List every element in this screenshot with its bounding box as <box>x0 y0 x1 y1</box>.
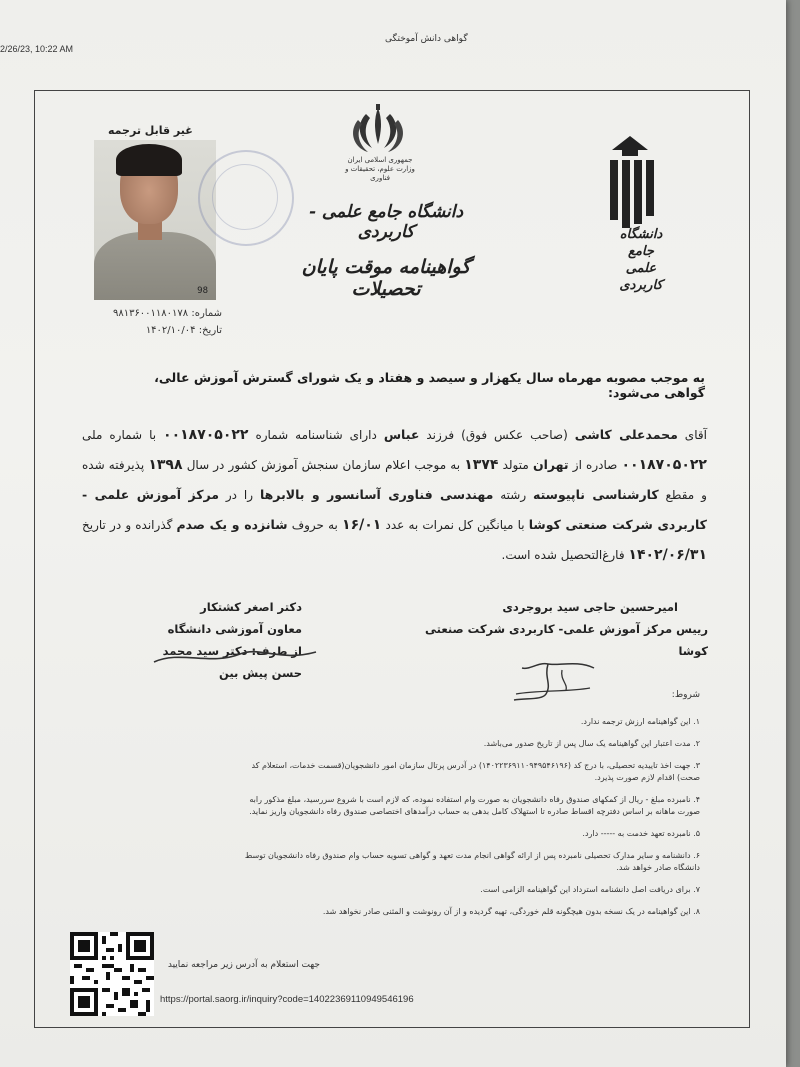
certificate-date-value: ۱۴۰۲/۱۰/۰۴ <box>145 325 196 336</box>
certificate-number-value: ۹۸۱۳۶۰۰۱۱۸۰۱۷۸ <box>112 308 189 319</box>
term-item: ۶. دانشنامه و سایر مدارک تحصیلی نامبرده پس از ارائه گواهی انجام مدت تعهد و گواهی تسویه حساب وام صندوق رفاه دانشجویان توسط دانشگاه صادر خواهد شد. <box>244 851 700 872</box>
gpa-words: شانزده و یک صدم <box>176 517 288 532</box>
inquiry-label: جهت استعلام به آدرس زیر مراجعه نمایید <box>167 960 320 970</box>
handwritten-signature-right <box>508 650 598 706</box>
national-id: ۰۰۱۸۷۰۵۰۲۲ <box>621 457 707 473</box>
father-name: عباس <box>383 427 420 442</box>
id-number: ۰۰۱۸۷۰۵۰۲۲ <box>163 427 249 443</box>
degree: کارشناسی ناپیوسته <box>533 487 659 502</box>
print-header <box>0 34 786 54</box>
gpa-number: ۱۶/۰۱ <box>342 517 382 533</box>
education-center: مرکز آموزش علمی - کاربردی شرکت صنعتی کوشا <box>82 487 707 532</box>
major: مهندسی فناوری آسانسور و بالابرها <box>259 487 494 502</box>
term-item: ۷. برای دریافت اصل دانشنامه استرداد این گواهینامه الزامی است. <box>480 885 700 894</box>
signer-left-title: معاون آموزشی دانشگاه <box>167 622 302 636</box>
terms-list <box>240 716 700 928</box>
university-title: دانشگاه جامع علمی - کاربردی <box>308 202 464 242</box>
emblem-caption: جمهوری اسلامی ایران وزارت علوم، تحقیقات و فناوری <box>345 156 415 182</box>
print-timestamp: 2/26/23, 10:22 AM <box>0 44 74 54</box>
birth-year: ۱۳۷۴ <box>464 457 499 473</box>
term-item: ۳. جهت اخذ تاییدیه تحصیلی، با درج کد (۱۴۰۲۲۳۶۹۱۱۰۹۴۹۵۴۶۱۹۶) در آدرس پرتال سازمان امور دانشجویان(قسمت خدمات، استعلام کد صحت) اقدام لازم صورت پذیرد. <box>251 761 700 782</box>
university-logo-icon <box>604 136 656 232</box>
student-name: محمدعلی کاشی <box>574 427 678 442</box>
signer-right-name: امیرحسین حاجی سید بروجردی <box>502 600 678 614</box>
term-item: ۱. این گواهینامه ارزش ترجمه ندارد. <box>580 717 700 726</box>
admission-year: ۱۳۹۸ <box>148 457 183 473</box>
photo-tag: 98 <box>197 286 208 296</box>
university-logo-text: دانشگاه جامع علمی کاربردی <box>619 227 663 293</box>
term-item: ۸. این گواهینامه در یک نسخه بدون هیچگونه قلم خوردگی، تهیه گردیده و از آن رونوشت و المثنی صادر نخواهد شد. <box>322 907 700 916</box>
student-photo <box>94 140 216 300</box>
certificate-date: تاریخ: ۱۴۰۲/۱۰/۰۴ <box>145 325 222 336</box>
print-page-title: گواهی دانش آموختگی <box>385 34 468 44</box>
faint-stamp-icon <box>198 150 294 246</box>
signer-left-behalf: از طرف: دکتر سید محمد حسن پیش بین <box>162 644 302 680</box>
handwritten-signature-left <box>150 640 320 670</box>
term-item: ۲. مدت اعتبار این گواهینامه یک سال پس از تاریخ صدور می‌باشد. <box>483 739 700 748</box>
birth-city: تهران <box>532 457 569 472</box>
terms-label: شروط: <box>671 690 700 700</box>
graduation-date: ۱۴۰۲/۰۶/۳۱ <box>628 547 707 563</box>
signer-left-name: دکتر اصغر کشتکار <box>200 600 302 614</box>
inquiry-link[interactable]: https://portal.saorg.ir/inquiry?code=14022369110949546196 <box>160 994 414 1005</box>
photo-label: غیر قابل ترجمه <box>108 124 193 137</box>
certificate-title: گواهینامه موقت پایان تحصیلات <box>301 256 471 300</box>
certificate-body: آقای محمدعلی کاشی (صاحب عکس فوق) فرزند عباس دارای شناسنامه شماره ۰۰۱۸۷۰۵۰۲۲ با شماره ملی ۰۰۱۸۷۰۵۰۲۲ صادره از تهران متولد ۱۳۷۴ به موجب اعلام سازمان سنجش آموزش کشور در سال ۱۳۹۸ پذیرفته شده و مقطع کارشناسی ناپیوسته رشته مهندسی فناوری آسانسور و بالابرها را در مرکز آموزش علمی - کاربردی شرکت صنعتی کوشا با میانگین کل نمرات به عدد ۱۶/۰۱ به حروف شانزده و یک صدم گذرانده و در تاریخ ۱۴۰۲/۰۶/۳۱ فارغ‌التحصیل شده است. <box>82 427 707 563</box>
term-item: ۵. نامبرده تعهد خدمت به ----- دارد. <box>582 829 700 838</box>
term-item: ۴. نامبرده مبلغ - ریال از کمکهای صندوق رفاه دانشجویان به صورت وام استفاده نموده، که لازم است با شروع سررسید، مبلغ مذکور رابه صورت ماهانه بر اساس دفترچه اقساط صادره تا استهلاک کامل بدهی به حساب درآمدهای اختصاصی صندوق رفاه دانشجویان واریز نماید. <box>249 795 700 816</box>
iran-emblem-icon <box>346 104 410 156</box>
certificate-number: شماره: ۹۸۱۳۶۰۰۱۱۸۰۱۷۸ <box>112 308 222 319</box>
qr-code-icon[interactable] <box>70 932 154 1016</box>
signer-right-title: رییس مرکز آموزش علمی- کاربردی شرکت صنعتی کوشا <box>425 622 708 658</box>
certificate-intro: به موجب مصوبه مهرماه سال یکهزار و سیصد و هفتاد و یک شورای گسترش آموزش عالی، گواهی می‌شود: <box>154 370 705 400</box>
